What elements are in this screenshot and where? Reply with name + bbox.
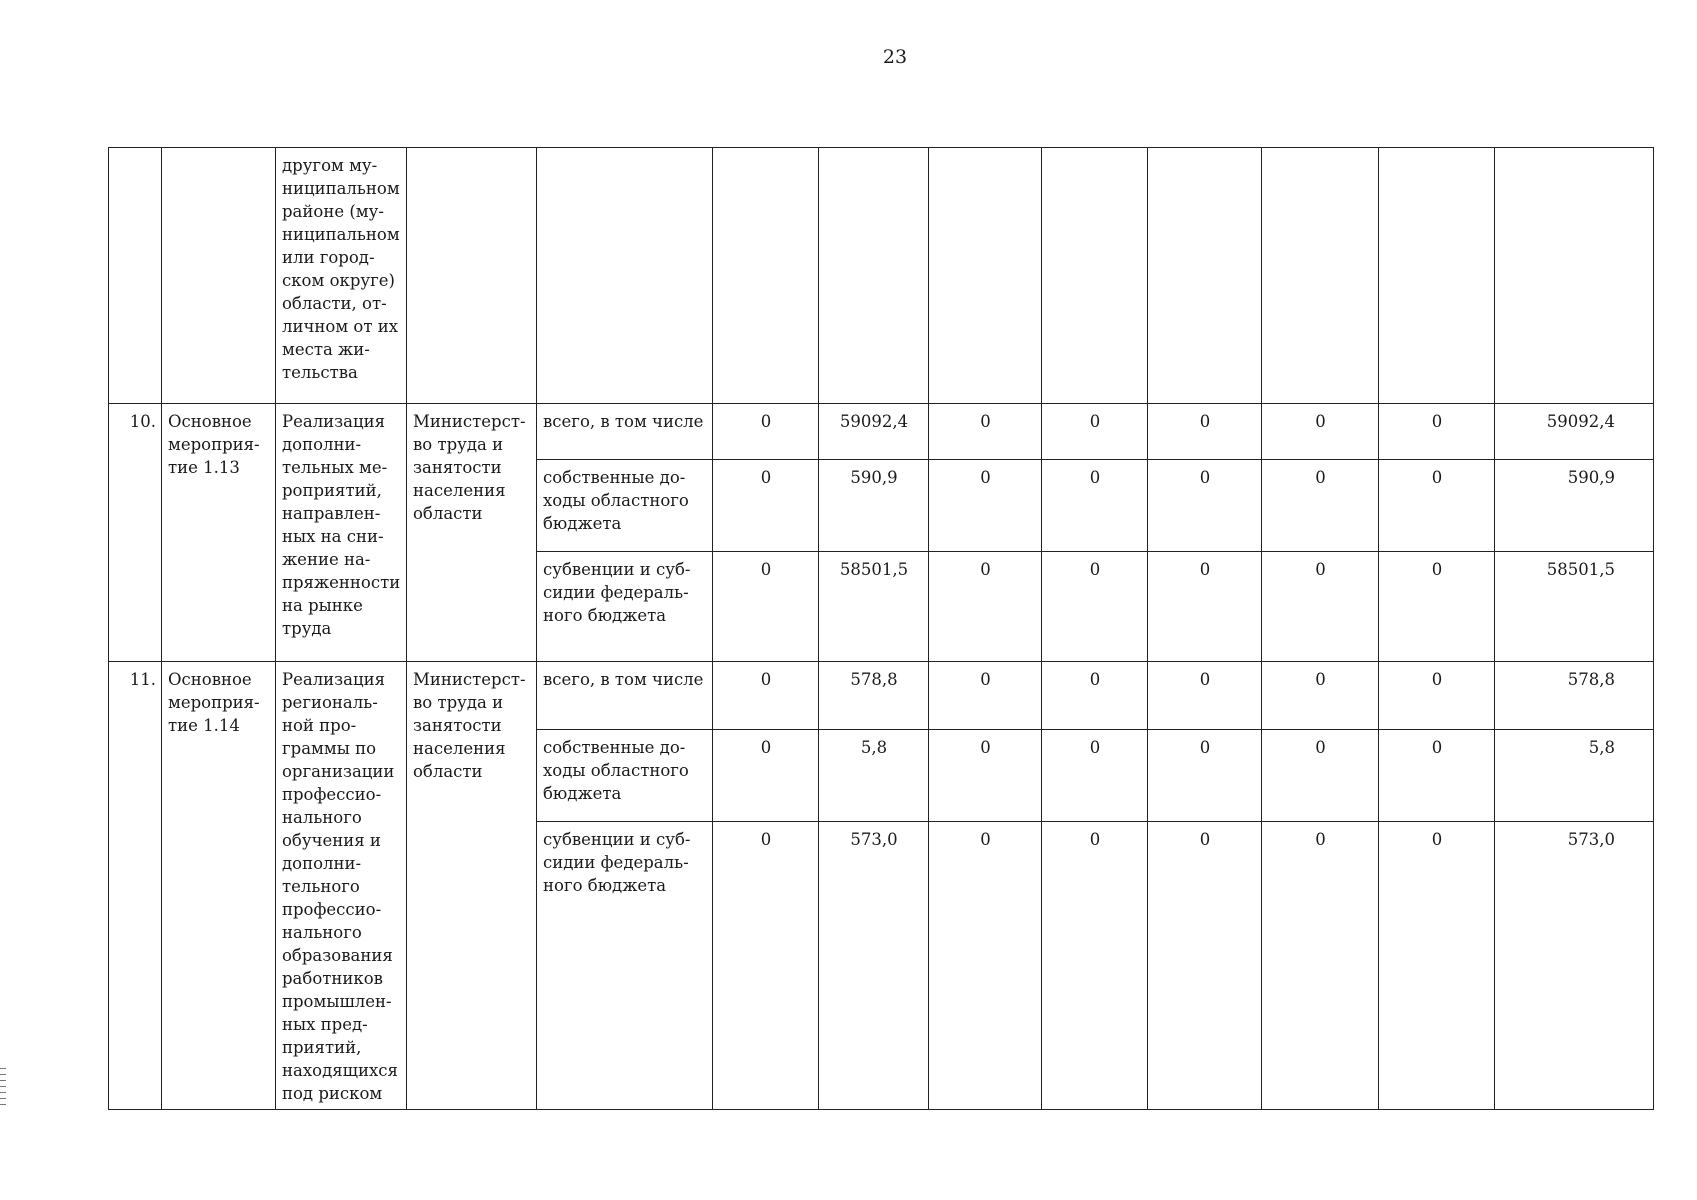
executor-cell: Министерст- во труда и занятости населения области [407, 404, 537, 662]
value-cell [1379, 148, 1495, 404]
value-cell: 0 [1148, 822, 1262, 1110]
value-cell: 58501,5 [819, 552, 929, 662]
value-cell: 0 [1379, 662, 1495, 730]
value-cell: 0 [713, 404, 819, 460]
description-cell: Реализация региональ- ной про- граммы по организации профессио- нального обучения и дополни- тельного профессио- нального образования работников промышлен- ных пред- приятий, находящихся под риском [276, 662, 407, 1110]
budget-table [108, 147, 1654, 1110]
value-cell: 0 [1262, 404, 1379, 460]
value-cell: 0 [1148, 552, 1262, 662]
description-cell: другом му- ниципальном районе (му- ниципальном или город- ском округе) области, от- личном от их места жи- тельства [276, 148, 407, 404]
source-cell: собственные до- ходы областного бюджета [537, 460, 713, 552]
value-cell: 0 [929, 730, 1042, 822]
source-cell: собственные до- ходы областного бюджета [537, 730, 713, 822]
value-cell: 0 [1042, 404, 1148, 460]
value-cell [819, 148, 929, 404]
value-cell: 0 [713, 460, 819, 552]
value-cell: 573,0 [819, 822, 929, 1110]
value-cell: 0 [1148, 662, 1262, 730]
source-cell [537, 148, 713, 404]
description-cell: Реализация дополни- тельных ме- роприятий, направлен- ных на сни- жение на- пряженности на рынке труда [276, 404, 407, 662]
value-cell: 0 [1262, 552, 1379, 662]
value-cell: 5,8 [819, 730, 929, 822]
executor-cell: Министерст- во труда и занятости населения области [407, 662, 537, 1110]
index-cell: 10. [109, 404, 162, 662]
event-cell: Основное мероприя- тие 1.14 [162, 662, 276, 1110]
value-cell: 0 [1262, 460, 1379, 552]
value-cell: 0 [929, 404, 1042, 460]
value-cell: 59092,4 [1495, 404, 1654, 460]
value-cell: 0 [1262, 730, 1379, 822]
value-cell: 0 [1148, 404, 1262, 460]
value-cell: 0 [1042, 460, 1148, 552]
value-cell: 0 [713, 552, 819, 662]
value-cell [1495, 148, 1654, 404]
table-row [109, 148, 1654, 404]
event-cell: Основное мероприя- тие 1.13 [162, 404, 276, 662]
value-cell [713, 148, 819, 404]
executor-cell [407, 148, 537, 404]
value-cell: 590,9 [1495, 460, 1654, 552]
value-cell: 58501,5 [1495, 552, 1654, 662]
value-cell [1042, 148, 1148, 404]
value-cell: 0 [1379, 822, 1495, 1110]
scan-edge-marks [0, 1068, 6, 1108]
value-cell: 578,8 [1495, 662, 1654, 730]
value-cell: 0 [1042, 822, 1148, 1110]
source-cell: субвенции и суб- сидии федераль- ного бюджета [537, 822, 713, 1110]
value-cell: 0 [1148, 460, 1262, 552]
index-cell: 11. [109, 662, 162, 1110]
value-cell: 0 [1262, 662, 1379, 730]
value-cell [929, 148, 1042, 404]
value-cell: 0 [1379, 460, 1495, 552]
table-row [109, 662, 1654, 730]
value-cell: 0 [929, 822, 1042, 1110]
value-cell: 0 [713, 730, 819, 822]
value-cell: 0 [713, 662, 819, 730]
value-cell: 0 [1148, 730, 1262, 822]
source-cell: субвенции и суб- сидии федераль- ного бюджета [537, 552, 713, 662]
value-cell: 0 [1379, 552, 1495, 662]
value-cell: 0 [1042, 730, 1148, 822]
value-cell: 0 [1262, 822, 1379, 1110]
value-cell: 0 [713, 822, 819, 1110]
value-cell: 0 [929, 460, 1042, 552]
value-cell: 590,9 [819, 460, 929, 552]
value-cell: 573,0 [1495, 822, 1654, 1110]
page-number: 23 [882, 46, 908, 68]
value-cell: 0 [1379, 730, 1495, 822]
value-cell [1262, 148, 1379, 404]
table-row [109, 404, 1654, 460]
value-cell: 0 [1042, 552, 1148, 662]
value-cell: 59092,4 [819, 404, 929, 460]
value-cell [1148, 148, 1262, 404]
value-cell: 578,8 [819, 662, 929, 730]
value-cell: 0 [929, 662, 1042, 730]
source-cell: всего, в том числе [537, 404, 713, 460]
value-cell: 0 [1042, 662, 1148, 730]
event-cell [162, 148, 276, 404]
value-cell: 0 [1379, 404, 1495, 460]
value-cell: 0 [929, 552, 1042, 662]
source-cell: всего, в том числе [537, 662, 713, 730]
index-cell [109, 148, 162, 404]
value-cell: 5,8 [1495, 730, 1654, 822]
